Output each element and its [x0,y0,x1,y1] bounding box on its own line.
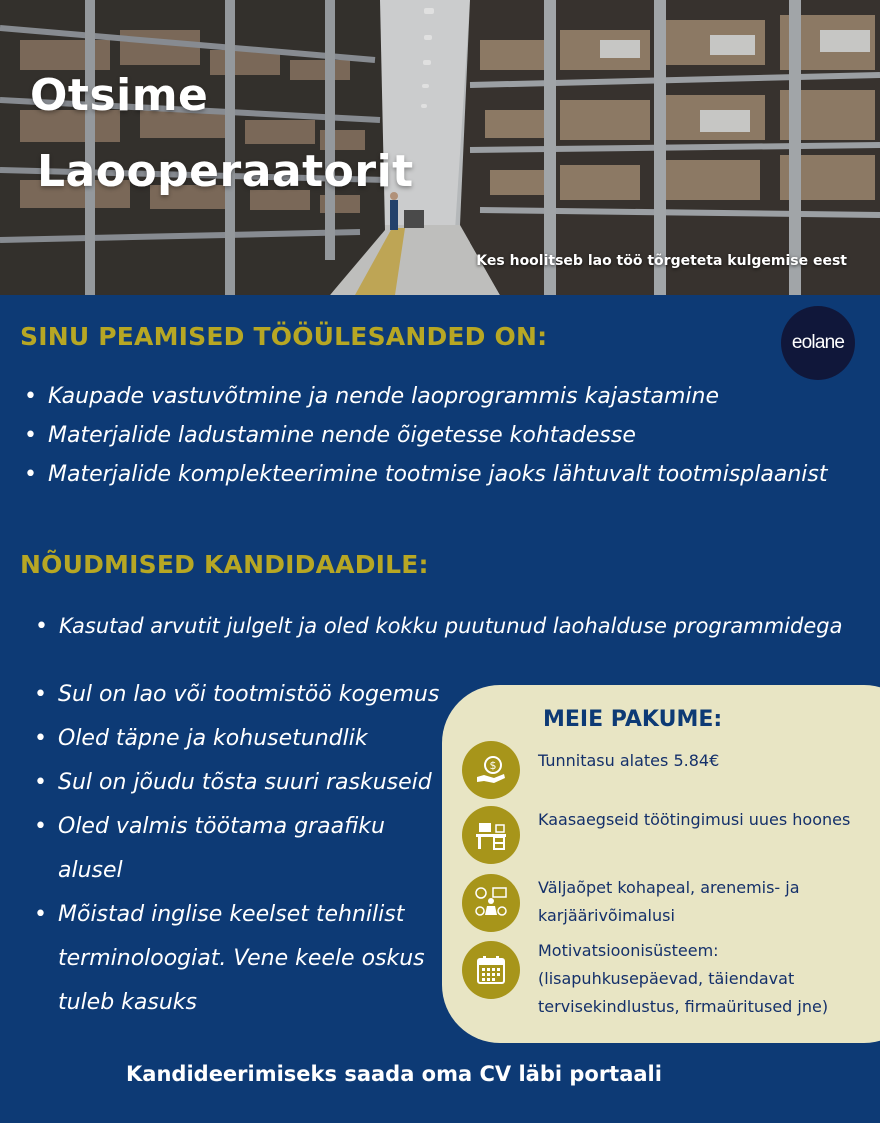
company-logo [781,306,855,380]
hero-title [30,58,414,210]
list-item: • Mõistad inglise keelset tehnilist terminoloogiat. Vene keele oskus tuleb kasuks [32,893,442,1025]
offer-item-salary [462,741,880,799]
offer-item-conditions [462,806,880,864]
requirements-heading: NÕUDMISED KANDIDAADILE: [20,550,429,579]
salary-hand-coin-icon [462,741,520,799]
svg-text:$: $ [489,759,497,772]
offer-item-motivation [462,941,880,1021]
hero-subtitle: Kes hoolitseb lao töö tõrgeteta kulgemise eest [476,253,847,269]
call-to-action: Kandideerimiseks saada oma CV läbi portaali [126,1062,662,1086]
list-item: • Oled valmis töötama graafiku alusel [32,805,442,893]
offer-panel [442,685,880,1043]
training-career-icon [462,874,520,932]
requirements-list [32,673,442,1025]
list-item: • Kaupade vastuvõtmine ja nende laoprogrammis kajastamine [22,384,828,423]
hero-banner [0,0,880,295]
list-item: • Sul on jõudu tõsta suuri raskuseid [32,761,442,805]
tasks-list [22,384,828,501]
list-item: • Materjalide komplekteerimine tootmise jaoks lähtuvalt tootmisplaanist [22,462,828,501]
offer-heading: MEIE PAKUME: [543,707,723,732]
calendar-icon [462,941,520,999]
offer-item-training [462,874,880,932]
hero-title-line1: Otsime [30,70,209,121]
hero-title-line2: Laooperaatorit [37,146,414,197]
logo-text: eolane [791,332,845,353]
offer-text: Väljaõpet kohapeal, arenemis- ja karjäärivõimalusi [538,878,800,925]
offer-text: Kaasaegseid töötingimusi uues hoones [538,810,851,829]
list-item: • Sul on lao või tootmistöö kogemus [32,673,442,717]
offer-text: Motivatsioonisüsteem: (lisapuhkusepäevad, täiendavat tervisekindlustus, firmaüritused jne) [538,941,829,1016]
list-item: • Oled täpne ja kohusetundlik [32,717,442,761]
requirements-list-top [33,614,842,638]
list-item: • Kasutad arvutit julgelt ja oled kokku puutunud laohalduse programmidega [33,614,842,638]
tasks-heading: SINU PEAMISED TÖÖÜLESANDED ON: [20,322,548,351]
offer-text: Tunnitasu alates 5.84€ [538,751,720,770]
office-desk-icon [462,806,520,864]
list-item: • Materjalide ladustamine nende õigetesse kohtadesse [22,423,828,462]
